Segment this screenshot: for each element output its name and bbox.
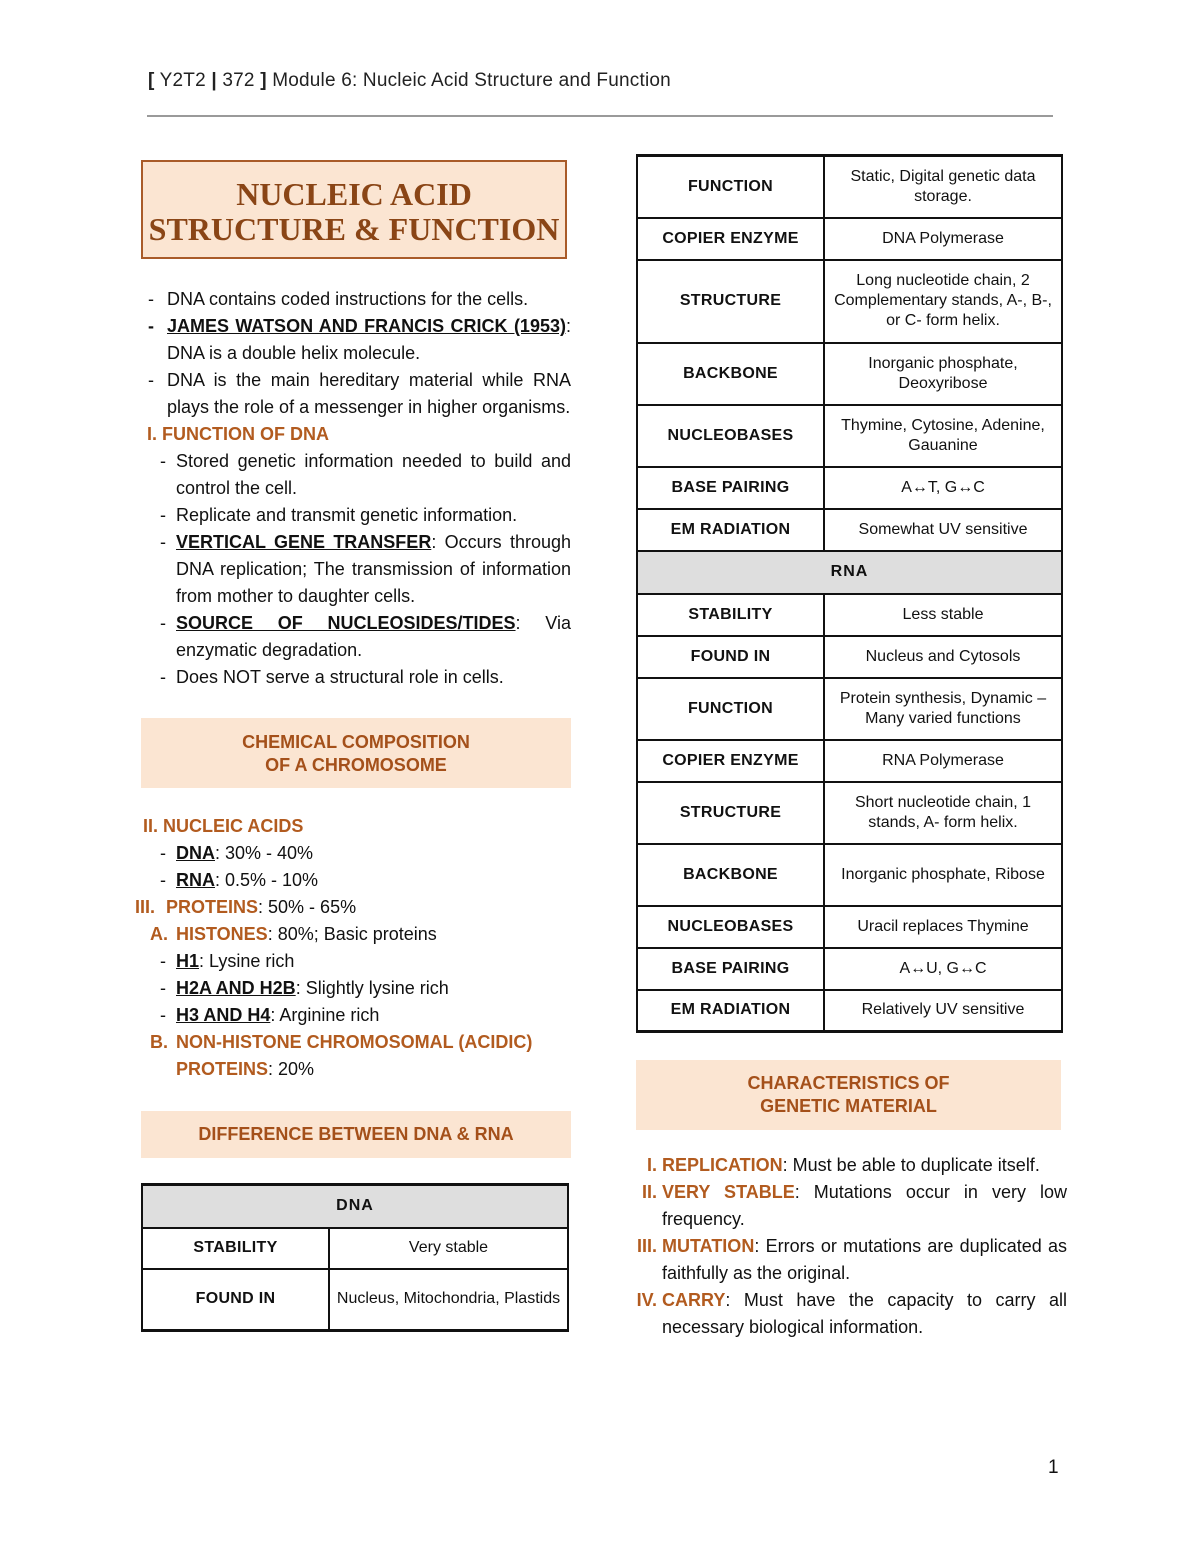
table-row (637, 509, 1062, 551)
histones-list (141, 948, 571, 1029)
table-row (637, 405, 1062, 467)
table-row (637, 844, 1062, 906)
right-column (636, 154, 1067, 1341)
function-text: : Occurs through DNA replication; The transmission of information from mother to daughter cells. (176, 532, 571, 606)
intro-list (141, 286, 571, 421)
table-key: FUNCTION (637, 678, 824, 740)
list-item (141, 529, 571, 610)
table-row (637, 740, 1062, 782)
list-item (141, 1002, 571, 1029)
h1-text: : Lysine rich (199, 951, 295, 971)
function-text: Stored genetic information needed to build and control the cell. (176, 451, 571, 498)
table-row (637, 594, 1062, 636)
band-line: CHEMICAL COMPOSITION (242, 732, 470, 752)
char-number: IV. (636, 1290, 657, 1310)
char-number: III. (636, 1236, 657, 1256)
table-value: Uracil replaces Thymine (824, 906, 1062, 948)
list-item (141, 286, 571, 313)
header-course-code: 372 (222, 70, 255, 91)
table-value: Protein synthesis, Dynamic – Many varied functions (824, 678, 1062, 740)
band-line: GENETIC MATERIAL (760, 1096, 937, 1116)
h3-h4-text: : Arginine rich (270, 1005, 380, 1025)
char-text: : Must be able to duplicate itself. (782, 1155, 1040, 1175)
rna-percent: : 0.5% - 10% (215, 870, 319, 890)
header-bracket-open: [ (148, 70, 155, 91)
title-line-1: NUCLEIC ACID (236, 176, 472, 212)
table-value: Inorganic phosphate, Ribose (824, 844, 1062, 906)
list-item (141, 610, 571, 664)
non-histone-number: B. (150, 1032, 168, 1052)
intro-text: DNA contains coded instructions for the cells. (167, 289, 529, 309)
function-dna-list (141, 448, 571, 691)
table-row (637, 551, 1062, 594)
char-label: REPLICATION (662, 1155, 783, 1175)
function-text: : Via enzymatic degradation. (176, 613, 571, 660)
histones-heading (141, 921, 571, 948)
header-course-term: Y2T2 (159, 70, 206, 91)
h1-label: H1 (176, 951, 200, 971)
table-value: Short nucleotide chain, 1 stands, A- form helix. (824, 782, 1062, 844)
table-row (637, 260, 1062, 343)
table-key: STABILITY (637, 594, 824, 636)
table-key: FUNCTION (637, 156, 824, 218)
char-number: II. (641, 1182, 657, 1202)
list-item (141, 448, 571, 502)
char-number: I. (646, 1155, 657, 1175)
table-row (142, 1269, 568, 1331)
dna-rna-table-right (636, 154, 1063, 1033)
nucleic-acids-list (141, 840, 571, 894)
char-text: : Mutations occur in very low frequency. (662, 1182, 1067, 1229)
list-item (141, 664, 571, 691)
nucleic-acids-heading: II. NUCLEIC ACIDS (143, 816, 304, 836)
table-row (142, 1185, 568, 1228)
title-box (141, 160, 567, 259)
list-item (636, 1233, 1067, 1287)
proteins-percent: : 50% - 65% (258, 897, 357, 917)
left-column (135, 160, 571, 1332)
table-row (637, 678, 1062, 740)
list-item (141, 313, 571, 367)
table-row (637, 906, 1062, 948)
list-item (141, 502, 571, 529)
list-item (141, 948, 571, 975)
table-row (637, 990, 1062, 1032)
histones-label: HISTONES (176, 924, 268, 944)
function-text: Does NOT serve a structural role in cells. (176, 667, 504, 687)
char-label: CARRY (662, 1290, 726, 1310)
table-value: A↔U, G↔C (824, 948, 1062, 990)
table-value: Somewhat UV sensitive (824, 509, 1062, 551)
char-text: : Must have the capacity to carry all necessary biological information. (662, 1290, 1067, 1337)
list-item (636, 1287, 1067, 1341)
band-line: CHARACTERISTICS OF (747, 1073, 950, 1093)
page-header (148, 70, 671, 92)
characteristics-band (636, 1060, 1061, 1130)
non-histone-percent: : 20% (268, 1059, 315, 1079)
table-value: DNA Polymerase (824, 218, 1062, 260)
char-label: VERY STABLE (662, 1182, 795, 1202)
table-key: STRUCTURE (637, 260, 824, 343)
rna-label: RNA (176, 870, 215, 890)
table-key: COPIER ENZYME (637, 740, 824, 782)
dna-percent: : 30% - 40% (215, 843, 314, 863)
table-key: BASE PAIRING (637, 948, 824, 990)
proteins-heading (135, 894, 571, 921)
dna-table-left (141, 1183, 569, 1332)
table-key: EM RADIATION (637, 509, 824, 551)
table-value: Relatively UV sensitive (824, 990, 1062, 1032)
difference-band: DIFFERENCE BETWEEN DNA & RNA (141, 1111, 571, 1158)
histones-number: A. (150, 924, 168, 944)
table-key: STRUCTURE (637, 782, 824, 844)
non-histone-label: NON-HISTONE CHROMOSOMAL (ACIDIC) (176, 1032, 533, 1052)
header-divider (147, 115, 1053, 117)
table-row (637, 467, 1062, 509)
proteins-label: PROTEINS (166, 897, 259, 917)
header-separator: | (211, 70, 217, 91)
table-row (637, 782, 1062, 844)
table-value: Very stable (329, 1228, 568, 1269)
list-item (636, 1179, 1067, 1233)
table-value: RNA Polymerase (824, 740, 1062, 782)
title-line-2: STRUCTURE & FUNCTION (148, 211, 560, 247)
header-module-title: Module 6: Nucleic Acid Structure and Function (272, 70, 671, 91)
table-key: BACKBONE (637, 343, 824, 405)
table-key: BACKBONE (637, 844, 824, 906)
list-item (141, 367, 571, 421)
table-value: Thymine, Cytosine, Adenine, Gauanine (824, 405, 1062, 467)
function-text: Replicate and transmit genetic information. (176, 505, 518, 525)
table-value: Inorganic phosphate, Deoxyribose (824, 343, 1062, 405)
table-value: Nucleus, Mitochondria, Plastids (329, 1269, 568, 1331)
table-key: NUCLEOBASES (637, 906, 824, 948)
h2a-h2b-label: H2A AND H2B (176, 978, 296, 998)
list-item (141, 840, 571, 867)
histones-percent: : 80%; Basic proteins (267, 924, 437, 944)
list-item (141, 867, 571, 894)
table-value: Static, Digital genetic data storage. (824, 156, 1062, 218)
page-number: 1 (1048, 1457, 1059, 1478)
table-row (637, 218, 1062, 260)
nucleosides-source-label: SOURCE OF NUCLEOSIDES/TIDES (176, 613, 516, 633)
table-row (637, 343, 1062, 405)
h2a-h2b-text: : Slightly lysine rich (295, 978, 449, 998)
list-item (141, 975, 571, 1002)
table-key: EM RADIATION (637, 990, 824, 1032)
non-histone-label-cont: PROTEINS (176, 1059, 269, 1079)
band-line: OF A CHROMOSOME (265, 755, 447, 775)
table-key: FOUND IN (142, 1269, 329, 1331)
char-text: : Errors or mutations are duplicated as faithfully as the original. (662, 1236, 1067, 1283)
watson-crick-label: JAMES WATSON AND FRANCIS CRICK (1953) (167, 316, 566, 336)
table-value: Nucleus and Cytosols (824, 636, 1062, 678)
vertical-gene-transfer-label: VERTICAL GENE TRANSFER (176, 532, 432, 552)
table-key: NUCLEOBASES (637, 405, 824, 467)
table-value: A↔T, G↔C (824, 467, 1062, 509)
intro-text: DNA is the main hereditary material while RNA plays the role of a messenger in higher organisms. (167, 370, 571, 417)
table-key: STABILITY (142, 1228, 329, 1269)
char-label: MUTATION (662, 1236, 755, 1256)
intro-text: : DNA is a double helix molecule. (167, 316, 571, 363)
rna-table-heading: RNA (637, 551, 1062, 594)
table-value: Less stable (824, 594, 1062, 636)
function-dna-heading: I. FUNCTION OF DNA (147, 424, 329, 444)
h3-h4-label: H3 AND H4 (176, 1005, 271, 1025)
table-key: FOUND IN (637, 636, 824, 678)
table-row (637, 636, 1062, 678)
dna-table-heading: DNA (142, 1185, 568, 1228)
table-key: BASE PAIRING (637, 467, 824, 509)
table-row (637, 948, 1062, 990)
header-bracket-close: ] (260, 70, 267, 91)
characteristics-list (636, 1152, 1067, 1341)
table-value: Long nucleotide chain, 2 Complementary stands, A-, B-, or C- form helix. (824, 260, 1062, 343)
chemical-composition-band (141, 718, 571, 788)
list-item (636, 1152, 1067, 1179)
proteins-number: III. (135, 897, 156, 917)
dna-label: DNA (176, 843, 215, 863)
table-row (637, 156, 1062, 218)
table-row (142, 1228, 568, 1269)
table-key: COPIER ENZYME (637, 218, 824, 260)
non-histone-heading (141, 1029, 571, 1083)
